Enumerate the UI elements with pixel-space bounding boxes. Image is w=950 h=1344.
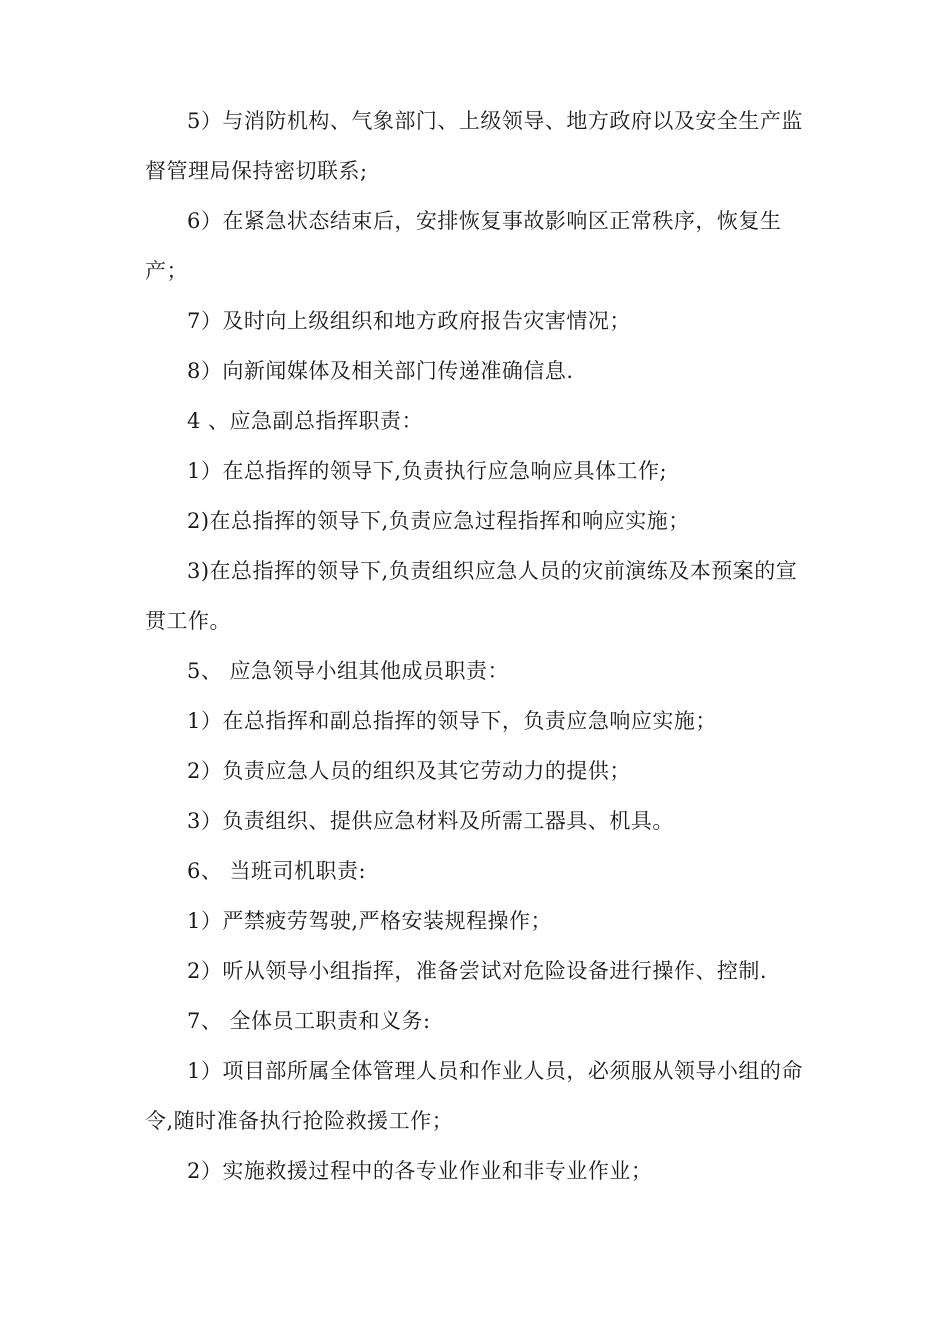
paragraph-driver-duty-2: 2）听从领导小组指挥，准备尝试对危险设备进行操作、控制. — [187, 959, 768, 983]
paragraph-staff-duty-1: 1）项目部所属全体管理人员和作业人员，必须服从领导小组的命令,随时准备执行抢险救援工作； — [145, 1059, 803, 1133]
paragraph-staff-duty-2: 2）实施救援过程中的各专业作业和非专业作业； — [187, 1159, 653, 1183]
paragraph-deputy-duty-1: 1）在总指挥的领导下,负责执行应急响应具体工作; — [187, 459, 668, 483]
section-heading-deputy-commander: 4 、应急副总指挥职责： — [187, 409, 424, 433]
paragraph-member-duty-3: 3）负责组织、提供应急材料及所需工器具、机具。 — [187, 809, 674, 833]
section-heading-other-members: 5、 应急领导小组其他成员职责： — [187, 659, 510, 683]
paragraph-deputy-duty-2: 2)在总指挥的领导下,负责应急过程指挥和响应实施； — [187, 509, 690, 533]
paragraph-duty-6-recovery: 6）在紧急状态结束后，安排恢复事故影响区正常秩序，恢复生产； — [145, 209, 782, 283]
paragraph-driver-duty-1: 1）严禁疲劳驾驶,严格安装规程操作； — [187, 909, 553, 933]
paragraph-duty-7-report: 7）及时向上级组织和地方政府报告灾害情况； — [187, 309, 631, 333]
section-heading-driver: 6、 当班司机职责: — [187, 859, 367, 883]
paragraph-deputy-duty-3: 3)在总指挥的领导下,负责组织应急人员的灾前演练及本预案的宣贯工作。 — [145, 559, 798, 633]
paragraph-member-duty-1: 1）在总指挥和副总指挥的领导下，负责应急响应实施； — [187, 709, 717, 733]
section-heading-all-staff: 7、 全体员工职责和义务: — [187, 1009, 431, 1033]
paragraph-member-duty-2: 2）负责应急人员的组织及其它劳动力的提供； — [187, 759, 631, 783]
paragraph-duty-5-liaison: 5）与消防机构、气象部门、上级领导、地方政府以及安全生产监督管理局保持密切联系; — [145, 109, 803, 183]
paragraph-duty-8-media: 8）向新闻媒体及相关部门传递准确信息. — [187, 359, 574, 383]
